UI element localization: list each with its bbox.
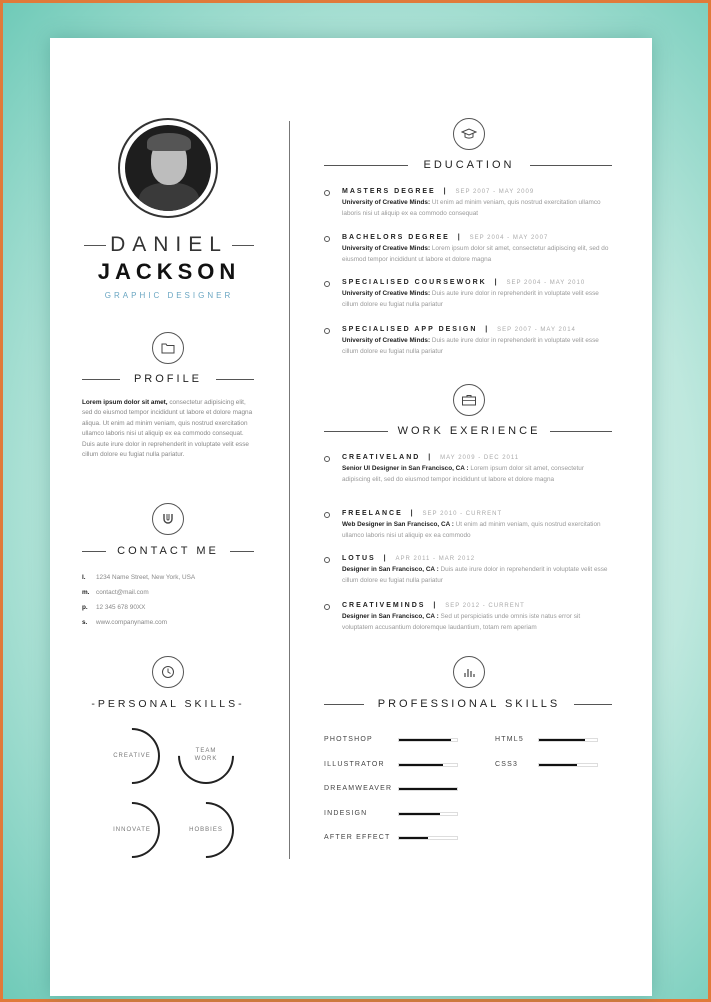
- entry-date: SEP 2007 - MAY 2014: [497, 327, 576, 333]
- entry-date: SEP 2010 - CURRENT: [422, 511, 503, 517]
- skill-name: CSS3: [495, 760, 519, 768]
- contact-rule-left: [82, 551, 106, 552]
- skill-level-bar: [538, 763, 598, 767]
- skill-name: PHOTSHOP: [324, 736, 373, 743]
- entry-title: SPECIALISED COURSEWORK: [342, 279, 487, 286]
- skill-name: HTML5: [495, 736, 524, 743]
- skill-level-fill: [399, 813, 440, 815]
- entry-org: Designer in San Francisco, CA :: [342, 613, 439, 620]
- entry-org: University of Creative Minds:: [342, 290, 431, 297]
- entry-date: SEP 2012 - CURRENT: [445, 603, 525, 609]
- skill-level-fill: [399, 837, 428, 839]
- last-name: JACKSON: [97, 259, 241, 284]
- skill-name: ILLUSTRATOR: [324, 760, 385, 768]
- pro-skills-rule-left: [324, 704, 364, 705]
- profile-text: [82, 398, 254, 460]
- entry-org: Web Designer in San Francisco, CA :: [342, 521, 454, 528]
- contact-email[interactable]: m. contact@mail.com: [82, 589, 149, 596]
- contact-address: l. 1234 Name Street, New York, USA: [82, 574, 196, 581]
- entry-text: Duis aute irure dolor in reprehenderit in voluptate velit esse cillum dolore eu fugiat nulla pariatur: [342, 290, 599, 308]
- skill-label-creative: CREATIVE: [113, 753, 151, 759]
- profile-lead: Lorem ipsum dolor sit amet,: [82, 399, 168, 406]
- entry-org: Designer in San Francisco, CA :: [342, 566, 439, 573]
- education-heading: EDUCATION: [423, 159, 515, 171]
- entry-title: BACHELORS DEGREE: [342, 234, 450, 241]
- entry-title: MASTERS DEGREE: [342, 188, 436, 195]
- clock-icon: [152, 656, 184, 688]
- work-heading: WORK EXERIENCE: [397, 425, 541, 437]
- contact-website[interactable]: s. www.companyname.com: [82, 619, 168, 626]
- profile-rule-right: [216, 379, 254, 380]
- entry-text: Sed ut perspiciatis unde omnis iste natus error sit voluptatem accusantium doloremque laudantium, totam rem aperiam: [342, 613, 581, 631]
- first-name: DANIEL: [110, 233, 228, 256]
- entry-date: APR 2011 - MAR 2012: [395, 556, 476, 562]
- skill-level-bar: [398, 812, 458, 816]
- bar-chart-icon: [453, 656, 485, 688]
- skill-level-fill: [539, 764, 577, 766]
- magnet-icon: [152, 503, 184, 535]
- profile-heading: PROFILE: [133, 373, 203, 385]
- entry-title: CREATIVEMINDS: [342, 602, 426, 609]
- entry-text: Ut enim ad minim veniam, quis nostrud exercitation ullamco laboris nisi ut aliquip ex ea commodo: [342, 521, 601, 539]
- entry-org: University of Creative Minds:: [342, 337, 431, 344]
- skill-level-bar: [538, 738, 598, 742]
- entry-date: MAY 2009 - DEC 2011: [440, 455, 520, 461]
- entry-date: SEP 2004 - MAY 2007: [469, 235, 549, 241]
- skill-level-bar: [398, 738, 458, 742]
- work-rule-right: [550, 431, 612, 432]
- skill-label-innovate: INNOVATE: [113, 827, 151, 833]
- pro-skills-heading: PROFESSIONAL SKILLS: [377, 698, 561, 710]
- entry-text: Lorem ipsum dolor sit amet, consectetur adipiscing elit, sed do eiusmod tempor incididunt ut labore et dolore magna: [342, 465, 584, 483]
- skill-level-bar: [398, 836, 458, 840]
- entry-date: SEP 2007 - MAY 2009: [455, 189, 535, 195]
- skill-name: INDESIGN: [324, 809, 368, 817]
- skill-level-fill: [399, 739, 451, 741]
- skill-level-bar: [398, 763, 458, 767]
- graduation-cap-icon: [453, 118, 485, 150]
- contact-heading: CONTACT ME: [117, 545, 219, 557]
- entry-text: Ut enim ad minim veniam, quis nostrud exercitation ullamco laboris nisi ut aliquip ex ea commodo consequat: [342, 199, 601, 217]
- entry-title: SPECIALISED APP DESIGN: [342, 326, 478, 333]
- profile-body: consectetur adipisicing elit, sed do eiusmod tempor incididunt ut labore et dolore magna aliqua. Ut enim ad minim veniam, quis nostrud exercitation ullamco laboris nisi ut aliquip ex ea commodo consequat. Duis aute irure dolor in reprehenderit in voluptate velit esse cillum dolore eu fugiat nulla pariatur.: [82, 399, 253, 459]
- resume-page: DANIEL JACKSON GRAPHIC DESIGNER PROFILE Lorem ipsum dolor sit amet, consectetur adipisicing elit, sed do eiusmod tempor incididunt ut labore et dolore magna aliqua. Ut enim ad minim veniam, quis nostrud exercitation ullamco laboris nisi ut aliquip ex ea commodo consequat. Duis aute irure dolor in reprehenderit in voluptate velit esse cillum dolore eu fugiat nulla pariatur. CONTACT ME l. 1234 Name Street, New York, USA m. contact@mail.com p. 12 345 678 90XX s. www.companyname.com -PERSONAL SKILLS- CREATIVE TEAM WORK INNOVATE HOBBIES EDUCATION MASTERS DEGREE | SEP 2007 - MAY 2009 University of Creative Minds: Ut enim ad minim veniam, quis nostrud exercitation ullamco laboris nisi ut aliquip ex ea commodo consequat BACHELORS DEGREE | SEP 2004 - MAY 2007 University of Creative Minds: Lorem ipsum dolor sit amet, consectetur adipiscing elit, sed do eiusmod tempor incididunt ut labore et dolore magna SPECIALISED COURSEWORK | SEP 2004 - MAY 2010 University of Creative Minds: Duis aute irure dolor in reprehenderit in voluptate velit esse cillum dolore eu fugiat nulla pariatur SPECIALISED APP DESIGN | SEP 2007 - MAY 2014 University of Creative Minds: Duis aute irure dolor in reprehenderit in voluptate velit esse cillum dolore eu fugiat nulla pariatur WORK EXERIENCE CREATIVELAND | MAY 2009 - DEC 2011 Senior UI Designer in San Francisco, CA : Lorem ipsum dolor sit amet, consectetur adipiscing elit, sed do eiusmod tempor incididunt ut labore et dolore magna FREELANCE | SEP 2010 - CURRENT Web Designer in San Francisco, CA : Ut enim ad minim veniam, quis nostrud exercitation ullamco laboris nisi ut aliquip ex ea commodo LOTUS | APR 2011 - MAR 2012 Designer in San Francisco, CA : Duis aute irure dolor in reprehenderit in voluptate velit esse cillum dolore eu fugiat nulla pariatur CREATIVEMINDS | SEP 2012 - CURRENT Designer in San Francisco, CA : Sed ut perspiciatis unde omnis iste natus error sit voluptatem accusantium doloremque laudantium, totam rem aperiam PROFESSIONAL SKILLS PHOTSHOP ILLUSTRATOR DREAMWEAVER INDESIGN AFTER EFFECT HTML5 CSS3: [50, 38, 652, 996]
- entry-text: Lorem ipsum dolor sit amet, consectetur adipiscing elit, sed do eiusmod tempor incididunt ut labore et dolore magna: [342, 245, 609, 263]
- skill-level-fill: [399, 788, 457, 790]
- entry-org: University of Creative Minds:: [342, 245, 431, 252]
- entry-org: Senior UI Designer in San Francisco, CA :: [342, 465, 469, 472]
- skill-level-fill: [399, 764, 443, 766]
- profile-photo: [118, 118, 218, 218]
- work-rule-left: [324, 431, 388, 432]
- contact-rule-right: [230, 551, 254, 552]
- entry-text: Duis aute irure dolor in reprehenderit in voluptate velit esse cillum dolore eu fugiat nulla pariatur: [342, 337, 599, 355]
- avatar: [125, 125, 211, 211]
- folder-icon: [152, 332, 184, 364]
- profile-rule-left: [82, 379, 120, 380]
- column-divider: [289, 121, 290, 859]
- job-title: GRAPHIC DESIGNER: [104, 291, 234, 300]
- skill-label-teamwork: TEAM WORK: [194, 748, 218, 762]
- education-rule-left: [324, 165, 408, 166]
- entry-text: Duis aute irure dolor in reprehenderit in voluptate velit esse cillum dolore eu fugiat nulla pariatur: [342, 566, 608, 584]
- skill-level-fill: [539, 739, 585, 741]
- entry-date: SEP 2004 - MAY 2010: [506, 280, 586, 286]
- skill-name: DREAMWEAVER: [324, 785, 393, 792]
- personal-skills-heading: -PERSONAL SKILLS-: [91, 698, 245, 710]
- entry-title: CREATIVELAND: [342, 454, 421, 461]
- entry-org: University of Creative Minds:: [342, 199, 431, 206]
- entry-title: LOTUS: [342, 555, 376, 562]
- entry-title: FREELANCE: [342, 510, 403, 517]
- contact-phone: p. 12 345 678 90XX: [82, 604, 146, 611]
- skill-label-hobbies: HOBBIES: [189, 827, 223, 833]
- briefcase-icon: [453, 384, 485, 416]
- pro-skills-rule-right: [574, 704, 612, 705]
- skill-name: AFTER EFFECT: [324, 834, 391, 841]
- education-rule-right: [530, 165, 612, 166]
- skill-level-bar: [398, 787, 458, 791]
